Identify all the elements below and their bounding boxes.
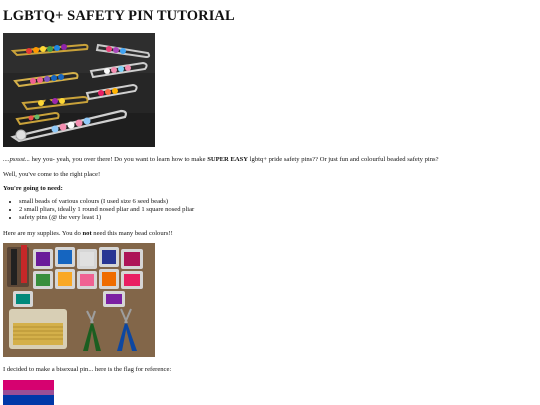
flag-band-blue	[3, 395, 54, 405]
supplies-list-item: • small beads of various colours (I used size 6 seed beads)	[19, 198, 194, 206]
bisexual-note: I decided to make a bisexual pin... here is the flag for reference:	[3, 366, 172, 373]
flag-band-pink	[3, 380, 54, 390]
intro-text-after: lgbtq+ pride safety pins?? Or just fun and colourful beaded safety pins?	[248, 156, 439, 163]
supplies-note-after: need this many bead colours!!	[91, 230, 173, 237]
supplies-note	[3, 230, 173, 238]
supplies-list-item: • safety pins (@ the very least 1)	[19, 214, 194, 222]
intro-emphasis: SUPER EASY	[207, 156, 249, 163]
safety-pins-photo	[3, 33, 155, 147]
supplies-note-emphasis: not	[82, 230, 92, 237]
intro-psst: ....psssst...	[3, 156, 30, 163]
welcome-paragraph: Well, you've come to the right place!	[3, 171, 101, 178]
need-heading: You're going to need:	[3, 185, 63, 192]
intro-text-before: hey you- yeah, you over there! Do you want to learn how to make	[29, 156, 208, 163]
page-title: LGBTQ+ SAFETY PIN TUTORIAL	[3, 8, 235, 24]
supplies-note-before: Here are my supplies. You do	[3, 230, 83, 237]
intro-paragraph	[3, 156, 439, 164]
supplies-list-item: • 2 small pliars, ideally 1 round nosed pliar and 1 square nosed pliar	[19, 206, 194, 214]
supplies-photo	[3, 243, 155, 357]
bisexual-flag-image	[3, 380, 54, 405]
supplies-list	[3, 198, 194, 222]
